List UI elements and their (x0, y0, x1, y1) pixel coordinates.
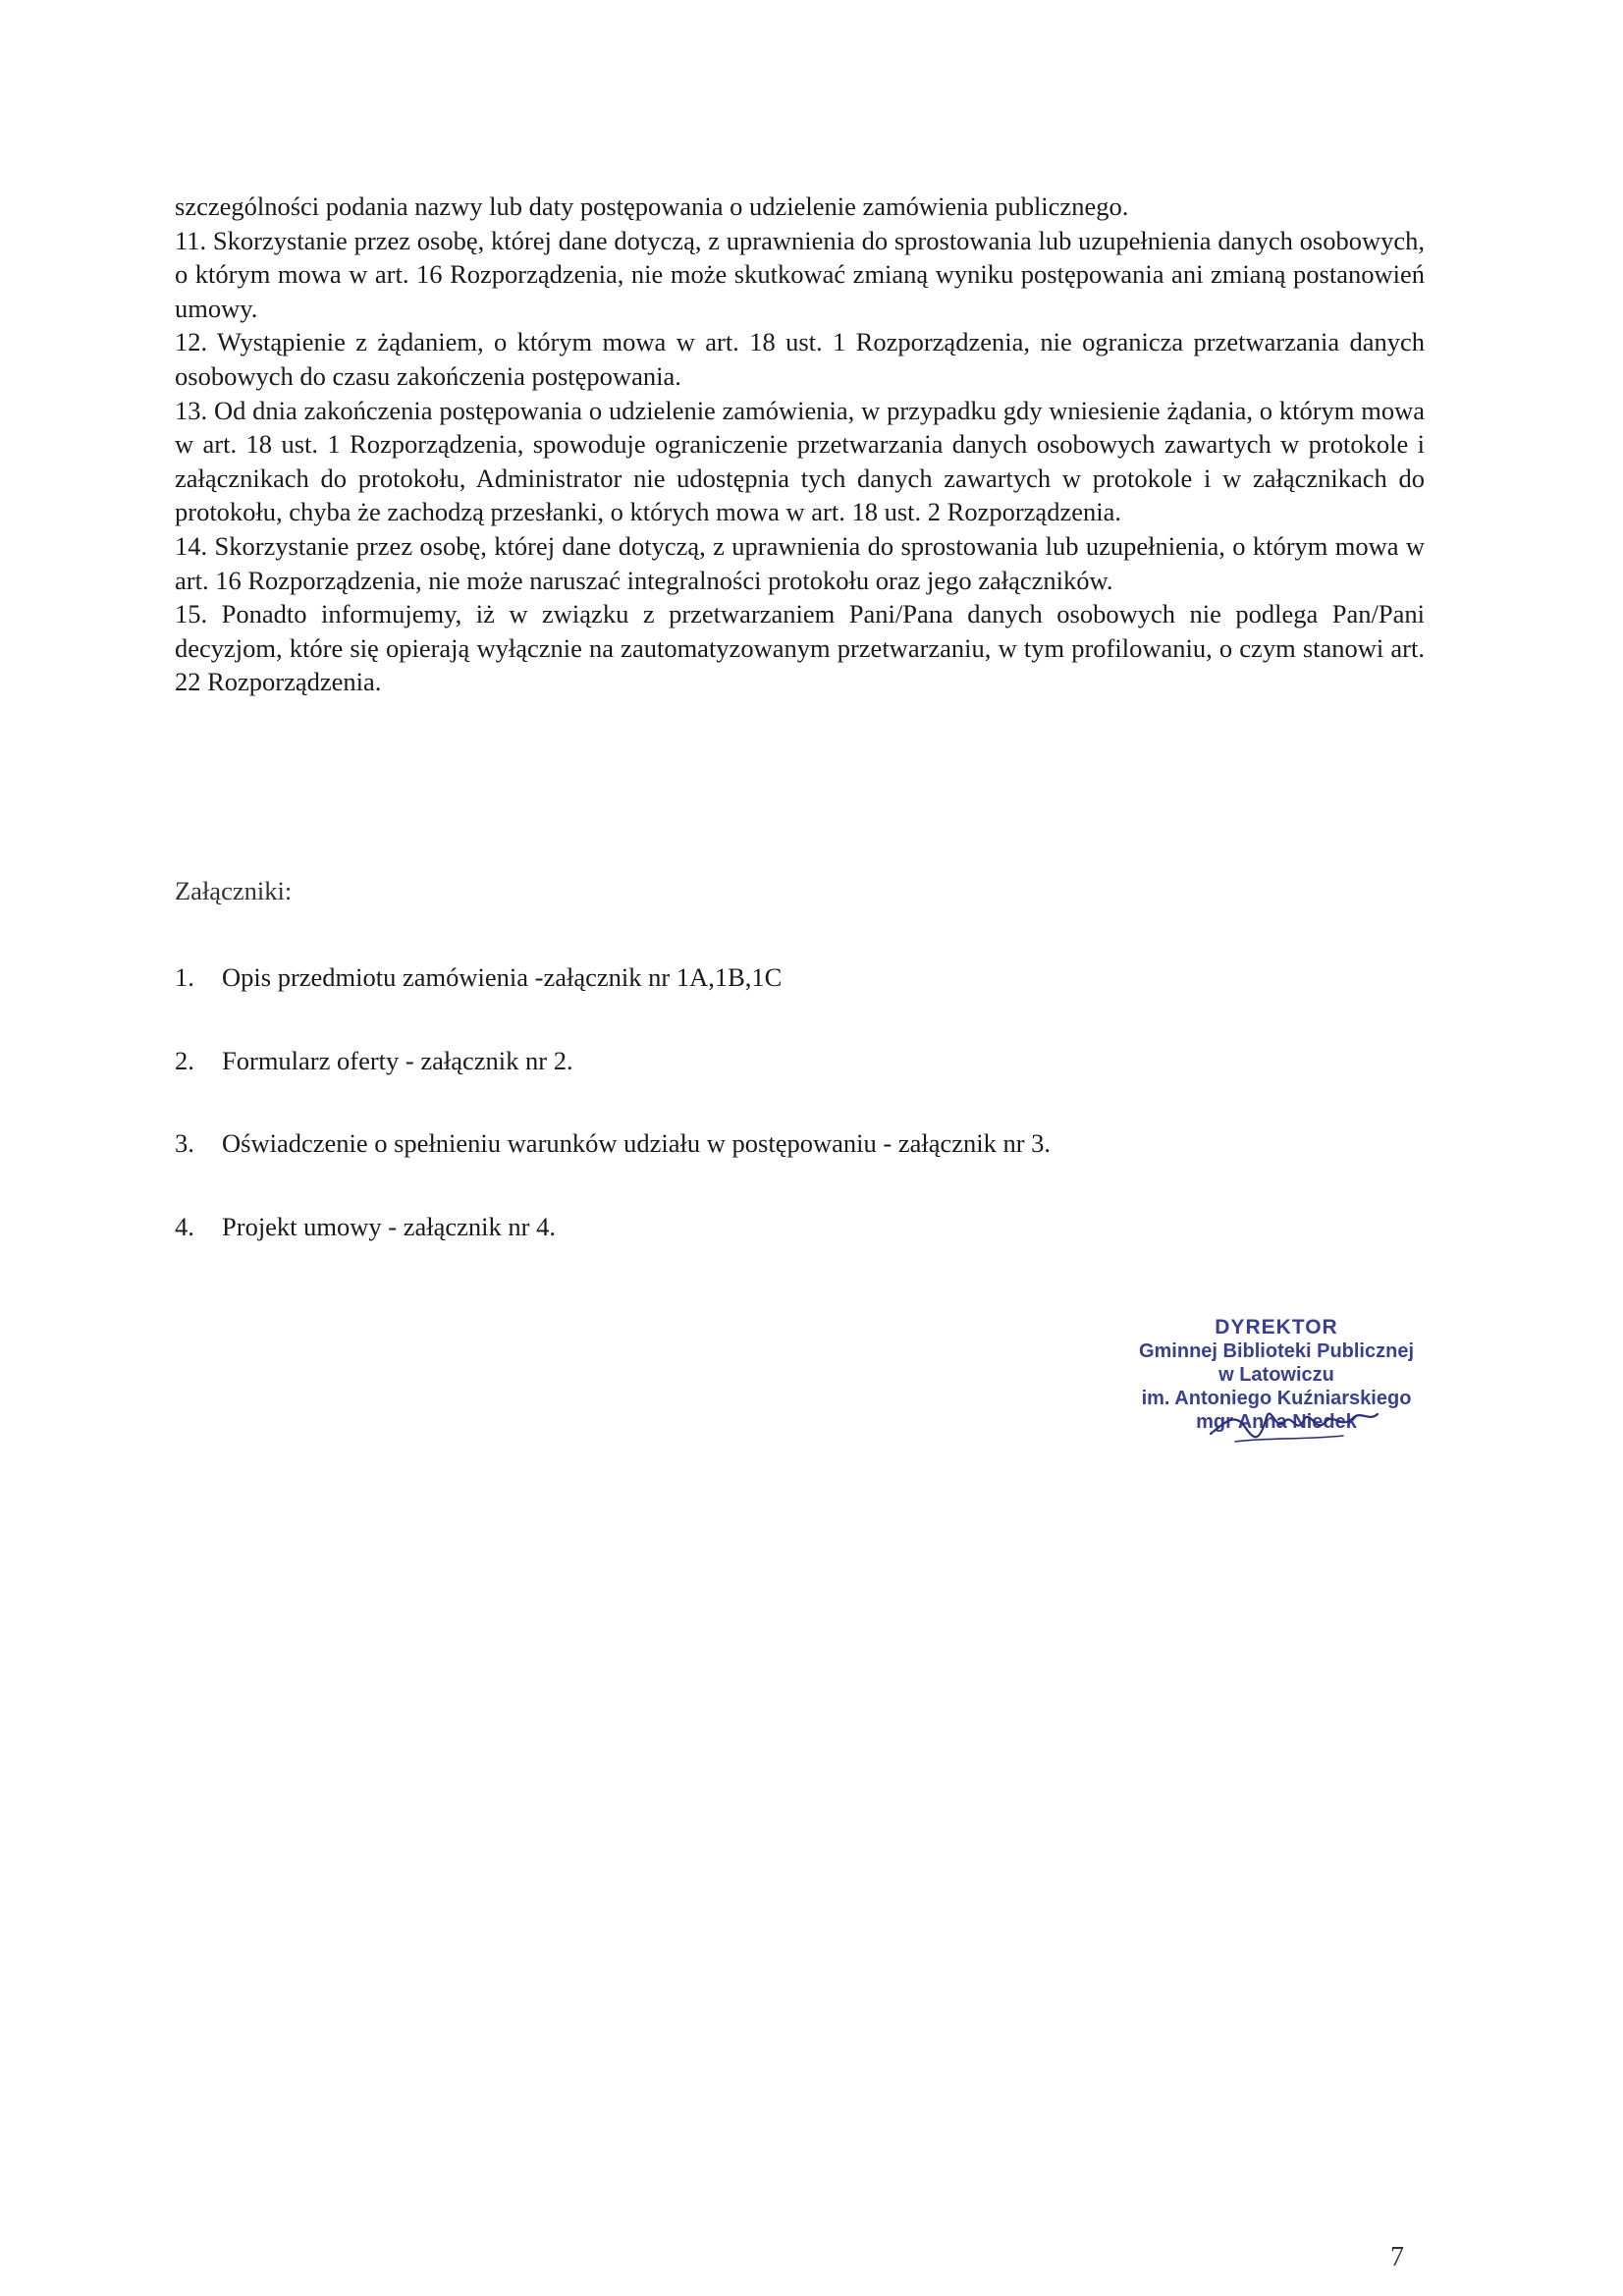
stamp-line: w Latowiczu (1218, 1364, 1334, 1386)
paragraph-10-continuation: szczególności podania nazwy lub daty postępowania o udzielenie zamówienia publicznego. (175, 191, 1129, 221)
attachment-text: Projekt umowy - załącznik nr 4. (222, 1212, 556, 1241)
body-text (175, 190, 1425, 699)
paragraph-12: 12. Wystąpienie z żądaniem, o którym mowa w art. 18 ust. 1 Rozporządzenia, nie ogranicza przetwarzania danych osobowych do czasu zakończenia postępowania. (175, 327, 1425, 391)
paragraph-14: 14. Skorzystanie przez osobę, której dane dotyczą, z uprawnienia do sprostowania lub uzupełnienia, o którym mowa w art. 16 Rozporządzenia, nie może naruszać integralności protokołu oraz jego załączników. (175, 530, 1425, 595)
page-number: 7 (1390, 2242, 1404, 2272)
attachment-number: 3. (175, 1128, 194, 1158)
attachment-item (175, 1126, 1051, 1160)
attachments-heading: Załączniki: (175, 876, 293, 905)
stamp-title: DYREKTOR (1215, 1316, 1338, 1339)
attachment-number: 1. (175, 962, 194, 992)
paragraph-13: 13. Od dnia zakończenia postępowania o udzielenie zamówienia, w przypadku gdy wniesienie żądania, o którym mowa w art. 18 ust. 1 Rozporządzenia, spowoduje ograniczenie przetwarzania danych osobowych zawartych w protokole i załącznikach do protokołu, Administrator nie udostępnia tych danych zawartych w protokole i w załącznikach do protokołu, chyba że zachodzą przesłanki, o których mowa w art. 18 ust. 2 Rozporządzenia. (175, 395, 1425, 527)
attachment-item (175, 1044, 573, 1077)
handwritten-signature (1206, 1393, 1382, 1451)
attachment-number: 4. (175, 1212, 194, 1241)
attachment-number: 2. (175, 1046, 194, 1075)
attachment-text: Opis przedmiotu zamówienia -załącznik nr 1A,1B,1C (222, 962, 783, 992)
attachment-text: Formularz oferty - załącznik nr 2. (222, 1046, 573, 1075)
stamp-line: mgr Anna Niedek (1196, 1411, 1357, 1433)
paragraph-11: 11. Skorzystanie przez osobę, której dane dotyczą, z uprawnienia do sprostowania lub uzupełnienia danych osobowych, o którym mowa w art. 16 Rozporządzenia, nie może skutkować zmianą wyniku postępowania ani zmianą postanowień umowy. (175, 225, 1425, 323)
attachment-text: Oświadczenie o spełnieniu warunków udziału w postępowaniu - załącznik nr 3. (222, 1128, 1052, 1158)
paragraph-15: 15. Ponadto informujemy, iż w związku z przetwarzaniem Pani/Pana danych osobowych nie podlega Pan/Pani decyzjom, które się opierają wyłącznie na zautomatyzowanym przetwarzaniu, w tym profilowaniu, o czym stanowi art. 22 Rozporządzenia. (175, 599, 1425, 697)
stamp-line: im. Antoniego Kuźniarskiego (1141, 1388, 1412, 1409)
stamp-line: Gminnej Biblioteki Publicznej (1138, 1340, 1415, 1362)
attachment-item (175, 960, 782, 994)
attachment-item (175, 1210, 556, 1243)
